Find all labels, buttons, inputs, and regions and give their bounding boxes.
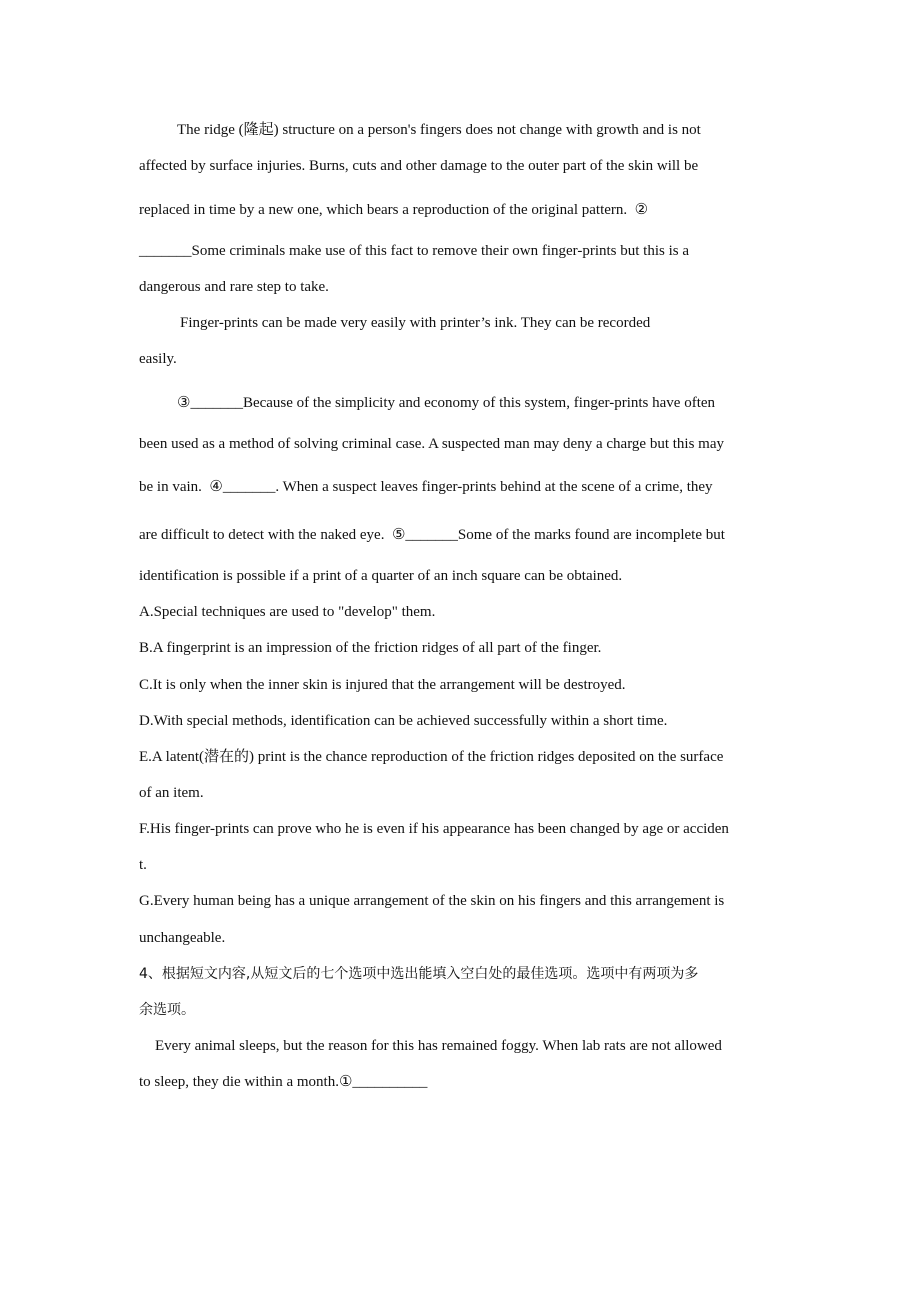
passage-line: identification is possible if a print of a quarter of an inch square can be obtained. bbox=[139, 568, 623, 584]
passage-line: Finger-prints can be made very easily with printer’s ink. They can be recorded bbox=[180, 315, 651, 331]
option-line: G.Every human being has a unique arrangement of the skin on his fingers and this arrangement is bbox=[139, 893, 725, 909]
option-line: A.Special techniques are used to "develop" them. bbox=[139, 604, 436, 620]
passage-line: The ridge (隆起) structure on a person's fingers does not change with growth and is not bbox=[177, 122, 701, 138]
passage-line: affected by surface injuries. Burns, cuts and other damage to the outer part of the skin will be bbox=[139, 158, 699, 174]
passage-line: are difficult to detect with the naked eye. ⑤_______Some of the marks found are incomplete but bbox=[139, 527, 725, 543]
question-passage-line: to sleep, they die within a month.①__________ bbox=[139, 1074, 428, 1090]
option-line: unchangeable. bbox=[139, 930, 226, 946]
passage-line: dangerous and rare step to take. bbox=[139, 279, 329, 295]
passage-line: be in vain. ④_______. When a suspect leaves finger-prints behind at the scene of a crime, they bbox=[139, 479, 713, 495]
option-line: C.It is only when the inner skin is injured that the arrangement will be destroyed. bbox=[139, 677, 626, 693]
option-line: B.A fingerprint is an impression of the friction ridges of all part of the finger. bbox=[139, 640, 602, 656]
option-line: t. bbox=[139, 857, 147, 873]
question-instruction: 余选项。 bbox=[139, 1002, 195, 1018]
option-line: D.With special methods, identification can be achieved successfully within a short time. bbox=[139, 713, 668, 729]
passage-line: ③_______Because of the simplicity and economy of this system, finger-prints have often bbox=[177, 395, 716, 411]
question-instruction: 4、根据短文内容,从短文后的七个选项中选出能填入空白处的最佳选项。选项中有两项为多 bbox=[139, 966, 699, 982]
option-line: E.A latent(潜在的) print is the chance reproduction of the friction ridges deposited on the surface bbox=[139, 749, 724, 765]
option-line: F.His finger-prints can prove who he is even if his appearance has been changed by age or acciden bbox=[139, 821, 729, 837]
passage-line: _______Some criminals make use of this fact to remove their own finger-prints but this is a bbox=[139, 243, 690, 259]
question-passage-line: Every animal sleeps, but the reason for this has remained foggy. When lab rats are not allowed bbox=[155, 1038, 722, 1054]
passage-line: easily. bbox=[139, 351, 177, 367]
passage-line: replaced in time by a new one, which bears a reproduction of the original pattern. ② bbox=[139, 202, 649, 218]
option-line: of an item. bbox=[139, 785, 204, 801]
passage-line: been used as a method of solving criminal case. A suspected man may deny a charge but this may bbox=[139, 436, 724, 452]
